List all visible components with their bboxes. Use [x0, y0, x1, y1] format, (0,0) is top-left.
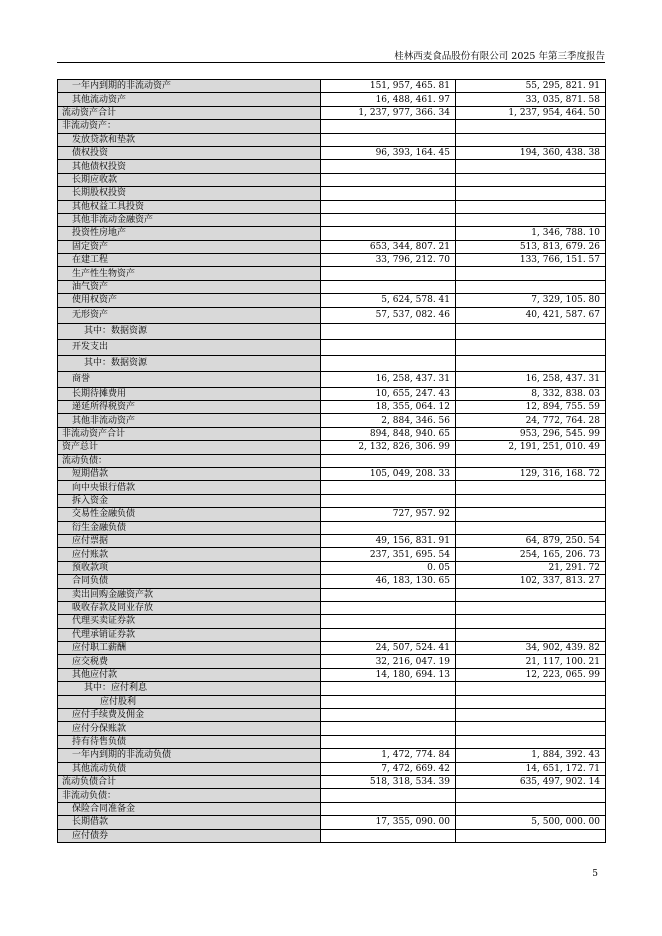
row-label: 生产性生物资产	[58, 267, 321, 280]
period-end-value: 0. 05	[321, 561, 456, 574]
table-row	[58, 240, 606, 253]
period-end-value	[321, 454, 456, 467]
row-label: 非流动资产合计	[58, 427, 321, 440]
row-label: 油气资产	[58, 280, 321, 293]
row-label: 非流动资产：	[58, 120, 321, 133]
period-begin-value	[456, 494, 606, 507]
period-begin-value: 21, 291. 72	[456, 561, 606, 574]
period-end-value	[321, 280, 456, 293]
period-end-value	[321, 615, 456, 628]
row-label: 应付手续费及佣金	[58, 709, 321, 722]
period-begin-value	[456, 200, 606, 213]
row-label: 应付股利	[58, 695, 321, 708]
period-begin-value: 34, 902, 439. 82	[456, 642, 606, 655]
row-label: 拆入资金	[58, 494, 321, 507]
row-label: 流动负债：	[58, 454, 321, 467]
period-end-value	[321, 735, 456, 748]
period-begin-value: 513, 813, 679. 26	[456, 240, 606, 253]
table-row	[58, 467, 606, 480]
period-end-value	[321, 213, 456, 226]
period-end-value: 105, 049, 208. 33	[321, 467, 456, 480]
row-label: 流动资产合计	[58, 106, 321, 119]
period-begin-value	[456, 709, 606, 722]
period-begin-value	[456, 355, 606, 371]
table-row	[58, 93, 606, 106]
row-label: 应付票据	[58, 534, 321, 547]
period-begin-value	[456, 789, 606, 802]
header-rule	[57, 62, 605, 63]
row-label: 一年内到期的非流动负债	[58, 749, 321, 762]
row-label: 长期应收款	[58, 173, 321, 186]
table-row	[58, 655, 606, 668]
period-begin-value	[456, 339, 606, 355]
period-begin-value	[456, 588, 606, 601]
period-begin-value: 635, 497, 902. 14	[456, 775, 606, 788]
period-end-value: 96, 393, 164. 45	[321, 146, 456, 159]
period-begin-value: 40, 421, 587. 67	[456, 307, 606, 323]
table-row	[58, 508, 606, 521]
period-begin-value: 133, 766, 151. 57	[456, 254, 606, 267]
table-row	[58, 789, 606, 802]
row-label: 其他非流动资产	[58, 414, 321, 427]
table-row	[58, 160, 606, 173]
period-begin-value: 254, 165, 206. 73	[456, 548, 606, 561]
period-end-value: 237, 351, 695. 54	[321, 548, 456, 561]
period-begin-value: 12, 223, 065. 99	[456, 668, 606, 681]
period-begin-value	[456, 521, 606, 534]
period-begin-value	[456, 682, 606, 695]
row-label: 预收款项	[58, 561, 321, 574]
period-end-value	[321, 494, 456, 507]
table-row	[58, 588, 606, 601]
table-row	[58, 323, 606, 339]
period-end-value	[321, 227, 456, 240]
period-end-value: 727, 957. 92	[321, 508, 456, 521]
table-row	[58, 802, 606, 815]
period-end-value	[321, 481, 456, 494]
report-header: 桂林西麦食品股份有限公司 2025 年第三季度报告	[394, 51, 605, 62]
period-end-value: 2, 132, 826, 306. 99	[321, 441, 456, 454]
period-begin-value: 2, 191, 251, 010. 49	[456, 441, 606, 454]
row-label: 其中：数据资源	[58, 355, 321, 371]
period-end-value	[321, 187, 456, 200]
table-row	[58, 106, 606, 119]
row-label: 使用权资产	[58, 294, 321, 307]
period-end-value: 894, 848, 940. 65	[321, 427, 456, 440]
period-end-value: 24, 507, 524. 41	[321, 642, 456, 655]
table-row	[58, 561, 606, 574]
period-end-value	[321, 339, 456, 355]
period-begin-value	[456, 173, 606, 186]
row-label: 投资性房地产	[58, 227, 321, 240]
period-end-value: 46, 183, 130. 65	[321, 575, 456, 588]
row-label: 代理承销证券款	[58, 628, 321, 641]
table-row	[58, 441, 606, 454]
period-begin-value	[456, 187, 606, 200]
table-row	[58, 628, 606, 641]
table-row	[58, 267, 606, 280]
period-end-value	[321, 200, 456, 213]
table-row	[58, 521, 606, 534]
table-row	[58, 749, 606, 762]
period-end-value	[321, 588, 456, 601]
period-begin-value	[456, 133, 606, 146]
period-begin-value: 21, 117, 100. 21	[456, 655, 606, 668]
row-label: 应付债券	[58, 829, 321, 842]
table-row	[58, 481, 606, 494]
table-row	[58, 762, 606, 775]
period-end-value: 14, 180, 694. 13	[321, 668, 456, 681]
period-end-value	[321, 521, 456, 534]
row-label: 其中：数据资源	[58, 323, 321, 339]
row-label: 无形资产	[58, 307, 321, 323]
period-begin-value: 12, 894, 755. 59	[456, 401, 606, 414]
period-begin-value: 24, 772, 764. 28	[456, 414, 606, 427]
period-end-value: 16, 258, 437. 31	[321, 371, 456, 387]
table-row	[58, 339, 606, 355]
row-label: 固定资产	[58, 240, 321, 253]
period-end-value: 1, 237, 977, 366. 34	[321, 106, 456, 119]
row-label: 吸收存款及同业存放	[58, 601, 321, 614]
period-begin-value: 194, 360, 438. 38	[456, 146, 606, 159]
table-row	[58, 494, 606, 507]
period-begin-value	[456, 481, 606, 494]
period-end-value: 57, 537, 082. 46	[321, 307, 456, 323]
row-label: 在建工程	[58, 254, 321, 267]
period-end-value: 10, 655, 247. 43	[321, 387, 456, 400]
period-begin-value	[456, 213, 606, 226]
row-label: 商誉	[58, 371, 321, 387]
period-begin-value	[456, 615, 606, 628]
table-row	[58, 642, 606, 655]
table-row	[58, 200, 606, 213]
table-row	[58, 133, 606, 146]
row-label: 开发支出	[58, 339, 321, 355]
row-label: 资产总计	[58, 441, 321, 454]
period-end-value	[321, 120, 456, 133]
row-label: 衍生金融负债	[58, 521, 321, 534]
row-label: 长期借款	[58, 816, 321, 829]
period-begin-value: 1, 237, 954, 464. 50	[456, 106, 606, 119]
balance-sheet-table	[57, 79, 606, 843]
period-begin-value	[456, 160, 606, 173]
period-end-value: 1, 472, 774. 84	[321, 749, 456, 762]
row-label: 其他流动负债	[58, 762, 321, 775]
table-row	[58, 454, 606, 467]
period-begin-value	[456, 508, 606, 521]
row-label: 非流动负债：	[58, 789, 321, 802]
row-label: 合同负债	[58, 575, 321, 588]
table-row	[58, 173, 606, 186]
period-end-value	[321, 695, 456, 708]
period-begin-value: 16, 258, 437. 31	[456, 371, 606, 387]
period-end-value	[321, 160, 456, 173]
table-row	[58, 80, 606, 93]
period-begin-value	[456, 601, 606, 614]
row-label: 交易性金融负债	[58, 508, 321, 521]
period-end-value: 151, 957, 465. 81	[321, 80, 456, 93]
page-number: 5	[592, 869, 598, 879]
period-begin-value	[456, 735, 606, 748]
row-label: 持有待售负债	[58, 735, 321, 748]
period-begin-value	[456, 695, 606, 708]
table-row	[58, 575, 606, 588]
table-row	[58, 187, 606, 200]
period-end-value: 5, 624, 578. 41	[321, 294, 456, 307]
table-row	[58, 294, 606, 307]
row-label: 流动负债合计	[58, 775, 321, 788]
row-label: 卖出回购金融资产款	[58, 588, 321, 601]
table-row	[58, 722, 606, 735]
period-begin-value: 129, 316, 168. 72	[456, 467, 606, 480]
period-begin-value: 14, 651, 172. 71	[456, 762, 606, 775]
row-label: 长期股权投资	[58, 187, 321, 200]
period-end-value: 18, 355, 064. 12	[321, 401, 456, 414]
period-end-value	[321, 682, 456, 695]
period-end-value	[321, 829, 456, 842]
period-end-value: 16, 488, 461. 97	[321, 93, 456, 106]
period-begin-value: 55, 295, 821. 91	[456, 80, 606, 93]
row-label: 向中央银行借款	[58, 481, 321, 494]
period-end-value	[321, 628, 456, 641]
period-end-value: 7, 472, 669. 42	[321, 762, 456, 775]
table-row	[58, 668, 606, 681]
row-label: 应付分保账款	[58, 722, 321, 735]
table-row	[58, 601, 606, 614]
period-begin-value: 33, 035, 871. 58	[456, 93, 606, 106]
period-end-value	[321, 722, 456, 735]
period-end-value	[321, 802, 456, 815]
period-end-value: 2, 884, 346. 56	[321, 414, 456, 427]
period-end-value: 653, 344, 807. 21	[321, 240, 456, 253]
table-row	[58, 355, 606, 371]
table-row	[58, 816, 606, 829]
period-end-value	[321, 267, 456, 280]
table-row	[58, 146, 606, 159]
row-label: 应交税费	[58, 655, 321, 668]
row-label: 短期借款	[58, 467, 321, 480]
period-begin-value	[456, 323, 606, 339]
period-begin-value: 7, 329, 105. 80	[456, 294, 606, 307]
period-begin-value: 1, 884, 392. 43	[456, 749, 606, 762]
period-begin-value: 64, 879, 250. 54	[456, 534, 606, 547]
period-begin-value	[456, 722, 606, 735]
row-label: 其他应付款	[58, 668, 321, 681]
period-end-value: 49, 156, 831. 91	[321, 534, 456, 547]
row-label: 其中：应付利息	[58, 682, 321, 695]
balance-sheet-rows	[58, 80, 606, 843]
row-label: 应付职工薪酬	[58, 642, 321, 655]
period-end-value	[321, 173, 456, 186]
row-label: 债权投资	[58, 146, 321, 159]
period-end-value: 518, 318, 534. 39	[321, 775, 456, 788]
table-row	[58, 213, 606, 226]
table-row	[58, 775, 606, 788]
period-end-value: 33, 796, 212. 70	[321, 254, 456, 267]
period-begin-value	[456, 120, 606, 133]
table-row	[58, 695, 606, 708]
table-row	[58, 534, 606, 547]
period-end-value: 17, 355, 090. 00	[321, 816, 456, 829]
row-label: 一年内到期的非流动资产	[58, 80, 321, 93]
period-end-value	[321, 355, 456, 371]
table-row	[58, 414, 606, 427]
table-row	[58, 615, 606, 628]
table-row	[58, 227, 606, 240]
period-end-value	[321, 323, 456, 339]
period-begin-value	[456, 267, 606, 280]
period-end-value	[321, 601, 456, 614]
table-row	[58, 120, 606, 133]
row-label: 其他债权投资	[58, 160, 321, 173]
table-row	[58, 280, 606, 293]
period-begin-value	[456, 628, 606, 641]
row-label: 其他流动资产	[58, 93, 321, 106]
row-label: 代理买卖证券款	[58, 615, 321, 628]
table-row	[58, 548, 606, 561]
period-end-value	[321, 133, 456, 146]
period-begin-value: 953, 296, 545. 99	[456, 427, 606, 440]
period-begin-value: 8, 332, 838. 03	[456, 387, 606, 400]
table-row	[58, 307, 606, 323]
table-row	[58, 829, 606, 842]
row-label: 长期待摊费用	[58, 387, 321, 400]
row-label: 其他非流动金融资产	[58, 213, 321, 226]
period-begin-value: 102, 337, 813. 27	[456, 575, 606, 588]
period-begin-value	[456, 280, 606, 293]
table-row	[58, 401, 606, 414]
period-begin-value	[456, 454, 606, 467]
period-end-value	[321, 789, 456, 802]
row-label: 发放贷款和垫款	[58, 133, 321, 146]
row-label: 保险合同准备金	[58, 802, 321, 815]
table-row	[58, 709, 606, 722]
table-row	[58, 735, 606, 748]
period-begin-value	[456, 802, 606, 815]
table-row	[58, 371, 606, 387]
table-row	[58, 254, 606, 267]
period-end-value	[321, 709, 456, 722]
table-row	[58, 427, 606, 440]
period-begin-value: 1, 346, 788. 10	[456, 227, 606, 240]
row-label: 应付账款	[58, 548, 321, 561]
table-row	[58, 682, 606, 695]
period-begin-value: 5, 500, 000. 00	[456, 816, 606, 829]
period-end-value: 32, 216, 047. 19	[321, 655, 456, 668]
row-label: 递延所得税资产	[58, 401, 321, 414]
row-label: 其他权益工具投资	[58, 200, 321, 213]
period-begin-value	[456, 829, 606, 842]
table-row	[58, 387, 606, 400]
